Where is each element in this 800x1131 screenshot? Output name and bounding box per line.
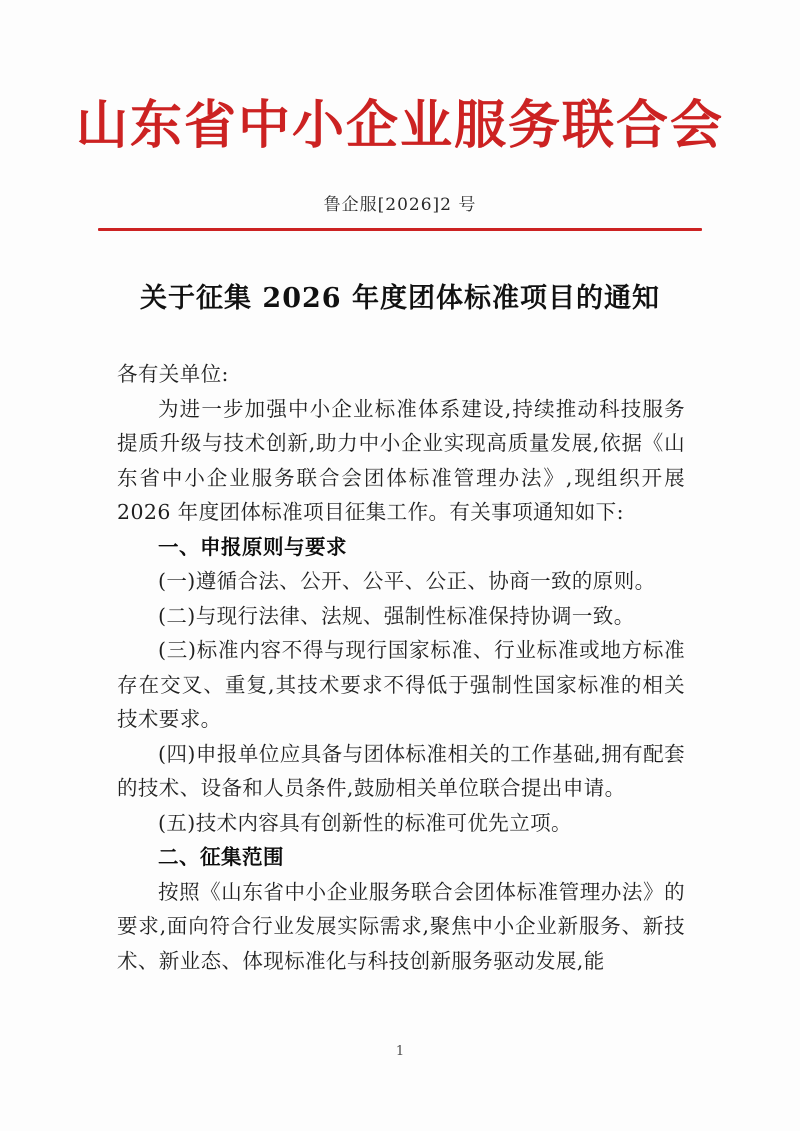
section-1-item-1: (一)遵循合法、公开、公平、公正、协商一致的原则。 <box>158 569 656 593</box>
opening-paragraph: 为进一步加强中小企业标准体系建设,持续推动科技服务提质升级与技术创新,助力中小企业实现高质量发展,依据《山东省中小企业服务联合会团体标准管理办法》,现组织开展 2026 年度团体标准项目征集工作。有关事项通知如下: <box>117 396 685 524</box>
section-heading-2: 二、征集范围 <box>158 845 284 869</box>
section-1-item-2: (二)与现行法律、法规、强制性标准保持协调一致。 <box>158 603 635 628</box>
section-1-item-4: (四)申报单位应具备与团体标准相关的工作基础,拥有配套的技术、设备和人员条件,鼓励相关单位联合提出申请。 <box>117 741 685 800</box>
page-number: 1 <box>395 1044 405 1059</box>
section-1-item-5: (五)技术内容具有创新性的标准可优先立项。 <box>158 810 572 835</box>
document-body <box>117 357 685 978</box>
organization-name: 山东省中小企业服务联合会 <box>75 95 724 156</box>
section-heading-1: 一、申报原则与要求 <box>158 534 347 559</box>
section-2-paragraph-1: 按照《山东省中小企业服务联合会团体标准管理办法》的要求,面向符合行业发展实际需求,聚焦中小企业新服务、新技术、新业态、体现标准化与科技创新服务驱动发展,能 <box>117 879 685 973</box>
masthead <box>0 96 800 156</box>
salutation: 各有关单位: <box>117 362 229 386</box>
document-title: 关于征集 2026 年度团体标准项目的通知 <box>140 283 660 314</box>
document-number: 鲁企服[2026]2 号 <box>323 195 477 215</box>
section-1-item-3: (三)标准内容不得与现行国家标准、行业标准或地方标准存在交叉、重复,其技术要求不得低于强制性国家标准的相关技术要求。 <box>117 638 685 731</box>
red-divider-rule <box>98 228 702 231</box>
